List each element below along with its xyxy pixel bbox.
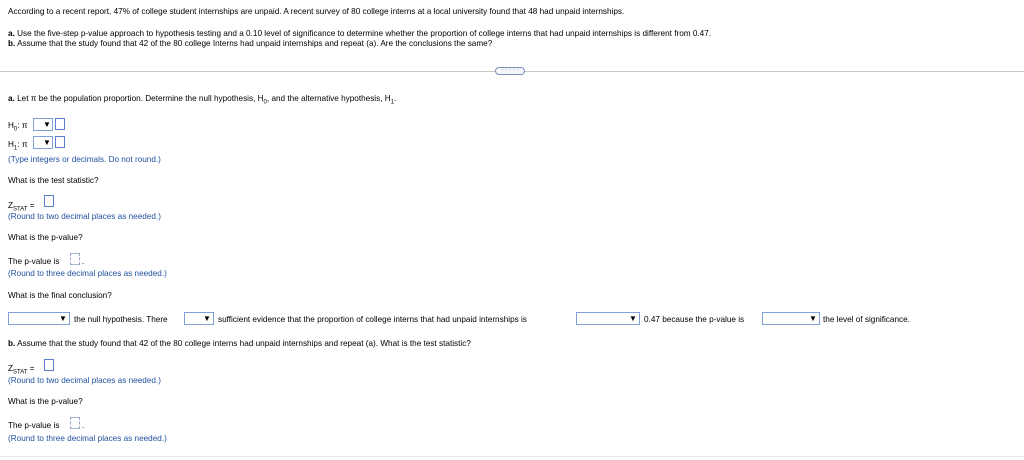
question-b-text: Assume that the study found that 42 of the 80 college interns had unpaid internships and repeat (a). What is the test statistic? xyxy=(17,339,471,348)
zstat-eq: = xyxy=(27,201,35,210)
conclusion-text-2: sufficient evidence that the proportion of college interns that had unpaid internships is xyxy=(218,315,527,324)
h1-pi: : π xyxy=(17,140,28,149)
chevron-down-icon: ▼ xyxy=(59,314,67,323)
question-p-value-b: What is the p-value? xyxy=(8,397,83,406)
part-b-text: Assume that the study found that 42 of the 80 college Interns had unpaid internships and repeat (a). Are the conclusions the same? xyxy=(17,39,493,48)
zstat-b-label xyxy=(8,364,35,376)
question-b-label: b. xyxy=(8,339,16,348)
h0-subscript: 0 xyxy=(263,99,267,106)
h1-label xyxy=(8,140,27,152)
chevron-down-icon: ▼ xyxy=(629,314,637,323)
h1-letter: H xyxy=(8,140,14,149)
h1-subscript: 1 xyxy=(390,99,395,106)
part-a-prompt xyxy=(8,29,711,38)
p-value-period: . xyxy=(82,257,85,266)
part-a-text: Use the five-step p-value approach to hypothesis testing and a 0.10 level of significance to determine whether the proportion of college interns that had unpaid internships is different from 0.47. xyxy=(17,29,712,38)
zstat-sub: STAT xyxy=(13,206,28,213)
hint-two-decimals: (Round to two decimal places as needed.) xyxy=(8,212,161,221)
part-a-label: a. xyxy=(8,29,15,38)
zstat-b-z: Z xyxy=(8,364,14,373)
question-a-label: a. xyxy=(8,94,15,103)
h0-pi: : π xyxy=(17,121,28,130)
zstat-z: Z xyxy=(8,201,14,210)
h1-operator-dropdown[interactable] xyxy=(33,136,53,149)
h0-letter: H xyxy=(8,121,14,130)
hint-two-decimals-b: (Round to two decimal places as needed.) xyxy=(8,376,161,385)
p-value-input[interactable] xyxy=(70,253,80,265)
zstat-b-eq: = xyxy=(27,364,35,373)
question-a xyxy=(8,94,396,106)
h0-value-input[interactable] xyxy=(55,118,65,130)
part-b-prompt xyxy=(8,39,492,48)
p-value-b-input[interactable] xyxy=(70,417,80,429)
conclusion-text-1: the null hypothesis. There xyxy=(74,315,168,324)
part-b-label: b. xyxy=(8,39,16,48)
chevron-down-icon: ▼ xyxy=(43,138,51,147)
reject-dropdown[interactable] xyxy=(8,312,70,325)
question-a-text: Let π be the population proportion. Determine the null hypothesis, H xyxy=(17,94,264,103)
chevron-down-icon: ▼ xyxy=(43,120,51,129)
p-value-label: The p-value is xyxy=(8,257,60,266)
zstat-label xyxy=(8,201,35,213)
chevron-down-icon: ▼ xyxy=(203,314,211,323)
chevron-down-icon: ▼ xyxy=(809,314,817,323)
conclusion-text-4: the level of significance. xyxy=(823,315,910,324)
evidence-dropdown[interactable] xyxy=(184,312,214,325)
bottom-divider xyxy=(0,456,1024,457)
hint-integers: (Type integers or decimals. Do not round.) xyxy=(8,155,161,164)
zstat-input[interactable] xyxy=(44,195,54,207)
conclusion-text-3: 0.47 because the p-value is xyxy=(644,315,745,324)
question-test-statistic: What is the test statistic? xyxy=(8,176,99,185)
h1-value-input[interactable] xyxy=(55,136,65,148)
problem-intro: According to a recent report, 47% of college student internships are unpaid. A recent survey of 80 college interns at a local university found that 48 had unpaid internships. xyxy=(8,7,625,16)
hint-three-decimals: (Round to three decimal places as needed.) xyxy=(8,269,167,278)
h0-operator-dropdown[interactable] xyxy=(33,118,53,131)
question-b xyxy=(8,339,471,348)
p-value-b-label: The p-value is xyxy=(8,421,60,430)
h1-sub: 1 xyxy=(13,145,18,152)
zstat-b-sub: STAT xyxy=(13,369,28,376)
h0-label xyxy=(8,121,27,133)
zstat-b-input[interactable] xyxy=(44,359,54,371)
expand-more-button[interactable]: · · · · · xyxy=(495,67,525,75)
pvalue-comparison-dropdown[interactable] xyxy=(762,312,820,325)
question-p-value: What is the p-value? xyxy=(8,233,83,242)
question-a-mid: , and the alternative hypothesis, H xyxy=(266,94,391,103)
question-a-end: . xyxy=(394,94,397,103)
h0-sub: 0 xyxy=(13,126,18,133)
p-value-b-period: . xyxy=(82,421,85,430)
comparison-dropdown[interactable] xyxy=(576,312,640,325)
hint-three-decimals-b: (Round to three decimal places as needed.) xyxy=(8,434,167,443)
question-final-conclusion: What is the final conclusion? xyxy=(8,291,112,300)
